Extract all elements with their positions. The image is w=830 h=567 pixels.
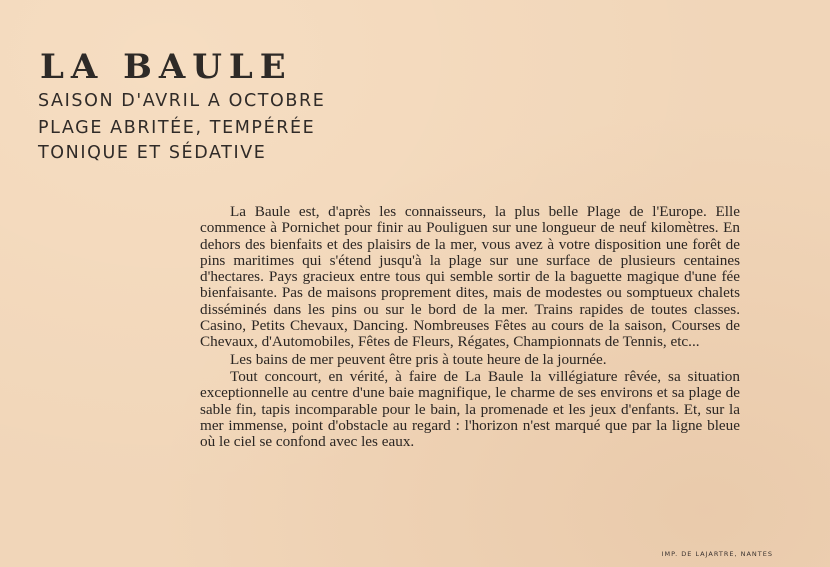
subtitle-line-3: TONIQUE ET SÉDATIVE [38, 143, 267, 163]
printer-imprint: IMP. DE LAJARTRE, NANTES [661, 550, 773, 558]
paragraph-3: Tout concourt, en vérité, à faire de La Baule la villégiature rêvée, sa situation exceptionnelle au centre d'une baie magnifique, le charme de ses environs et sa plage de sable fin, tapis incomparable pour le bain, la promenade et les jeux d'enfants. Et, sur la mer immense, point d'obstacle au regard : l'horizon n'est marqué que par la ligne bleue où le ciel se confond avec les eaux. [200, 367, 740, 451]
subtitle-line-1: SAISON D'AVRIL A OCTOBRE [38, 91, 326, 111]
paragraph-2: Les bains de mer peuvent être pris à toute heure de la journée. [230, 350, 607, 368]
card-title: LA BAULE [40, 47, 293, 87]
subtitle-line-2: PLAGE ABRITÉE, TEMPÉRÉE [38, 118, 316, 138]
paragraph-1: La Baule est, d'après les connaisseurs, la plus belle Plage de l'Europe. Elle commence à Pornichet pour finir au Pouliguen sur une longueur de neuf kilomètres. En dehors des bienfaits et des plaisirs de la mer, vous avez à votre disposition une forêt de pins maritimes qui s'étend jusqu'à la plage sur une surface de plusieurs centaines d'hectares. Pays gracieux entre tous qui semble sortir de la baguette magique d'une fée bienfaisante. Pas de maisons proprement dites, mais de modestes ou somptueux chalets disséminés dans les pins ou sur le bord de la mer. Trains rapides de toutes classes. Casino, Petits Chevaux, Dancing. Nombreuses Fêtes au cours de la saison, Courses de Chevaux, d'Automobiles, Fêtes de Fleurs, Régates, Championnats de Tennis, etc... [200, 203, 740, 351]
description-text [200, 204, 740, 450]
